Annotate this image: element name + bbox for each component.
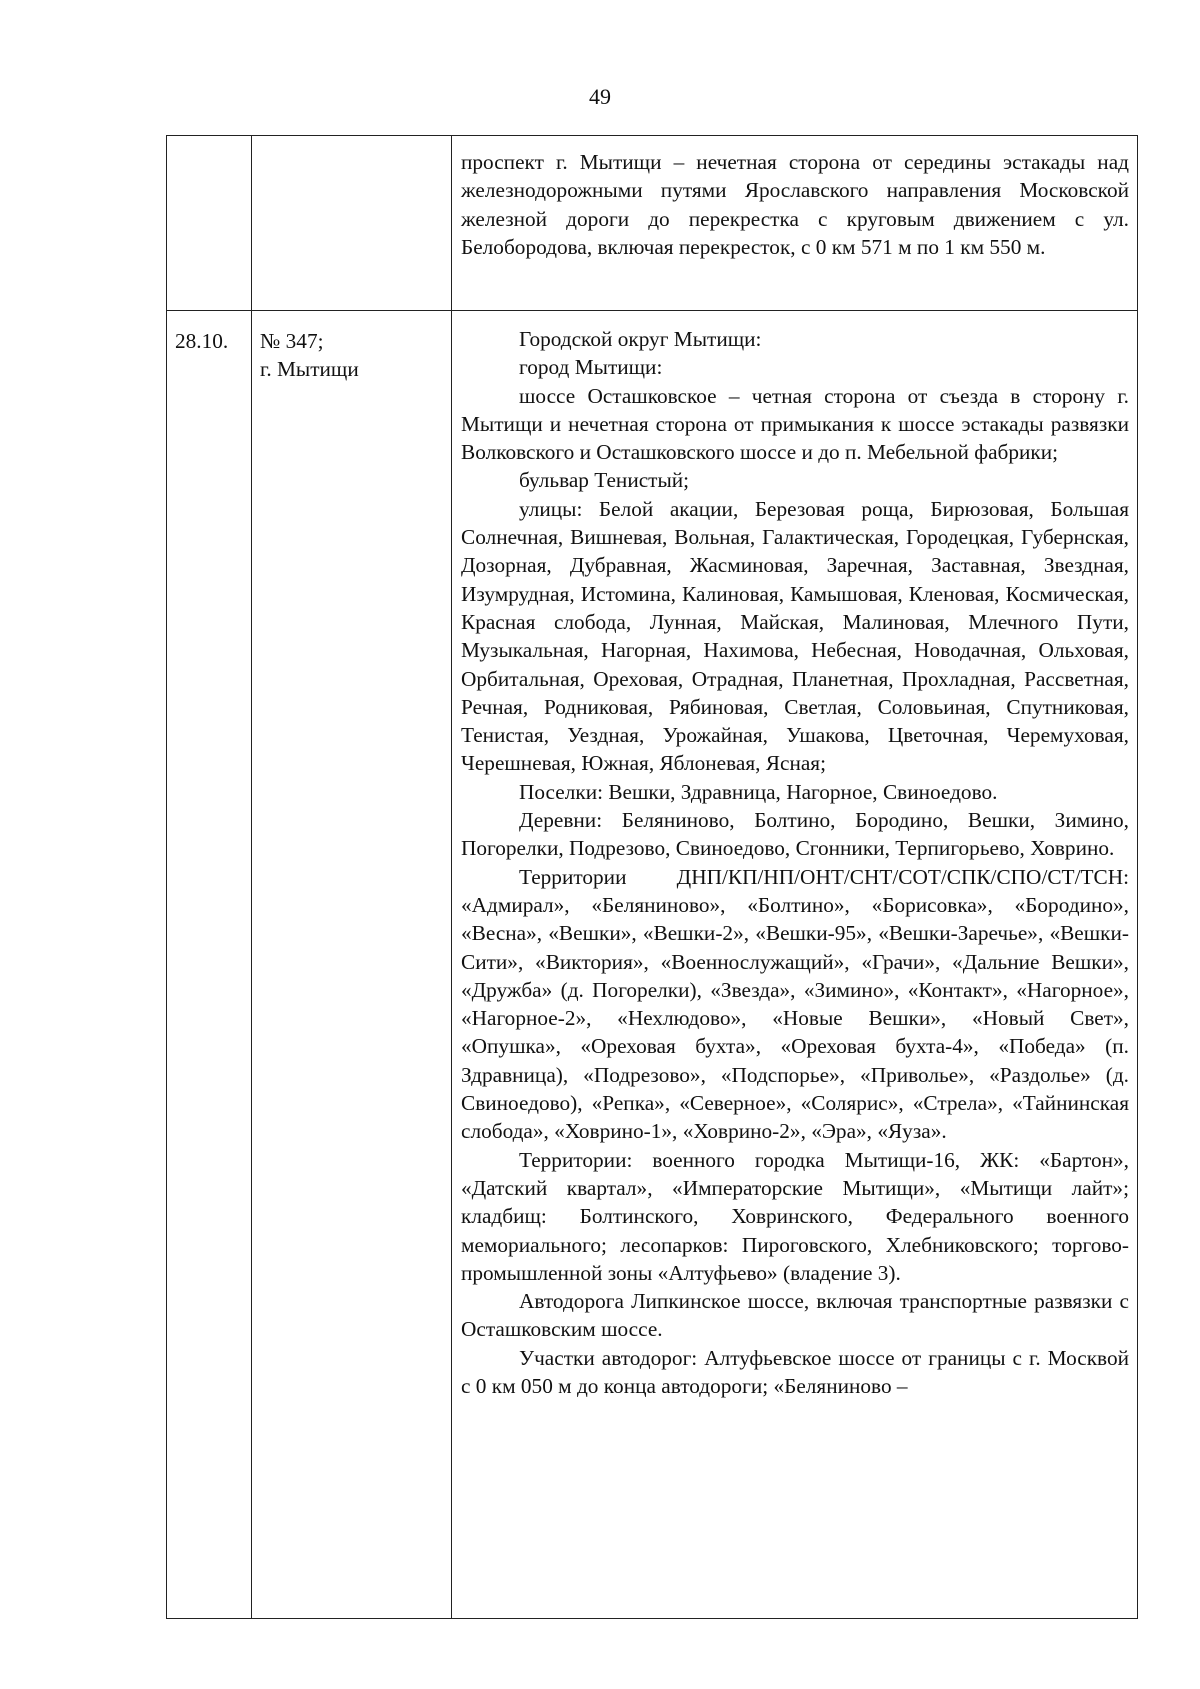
- number-cell: [252, 311, 452, 1619]
- paragraph: город Мытищи:: [519, 355, 663, 380]
- paragraph: улицы: Белой акации, Березовая роща, Бирюзовая, Большая Солнечная, Вишневая, Вольная, Галактическая, Городецкая, Губернская, Дозорная, Дубравная, Жасминовая, Заречная, Заставная, Звездная, Изумрудная, Истомина, Калиновая, Камышовая, Кленовая, Космическая, Красная слобода, Лунная, Майская, Малиновая, Млечного Пути, Музыкальная, Нагорная, Нахимова, Небесная, Новодачная, Ольховая, Орбитальная, Ореховая, Отрадная, Планетная, Прохладная, Рассветная, Речная, Родниковая, Рябиновая, Светлая, Соловьиная, Спутниковая, Тенистая, Уездная, Урожайная, Ушакова, Цветочная, Черемуховая, Черешневая, Южная, Яблоневая, Ясная;: [461, 496, 1129, 776]
- paragraph: бульвар Тенистый;: [519, 468, 690, 493]
- document-table: [166, 135, 1138, 1619]
- content-cell: [452, 311, 1138, 1619]
- table-row: [167, 311, 1138, 1619]
- city-name: г. Мытищи: [260, 357, 359, 382]
- table-row: [167, 136, 1138, 311]
- date-cell: [167, 136, 252, 311]
- paragraph: проспект г. Мытищи – нечетная сторона от середины эстакады над железнодорожными путями Ярославского направления Московской железной дороги до перекрестка с круговым движением с ул. Белобородова, включая перекресток, с 0 км 571 м по 1 км 550 м.: [461, 150, 1129, 259]
- document-number: № 347;: [260, 329, 324, 353]
- content-cell: [452, 136, 1138, 311]
- page-number: 49: [589, 84, 611, 109]
- paragraph: шоссе Осташковское – четная сторона от съезда в сторону г. Мытищи и нечетная сторона от примыкания к шоссе эстакады развязки Волковского и Осташковского шоссе и до п. Мебельной фабрики;: [461, 383, 1129, 465]
- paragraph: Автодорога Липкинское шоссе, включая транспортные развязки с Осташковским шоссе.: [461, 1289, 1129, 1342]
- number-cell: [252, 136, 452, 311]
- date-cell: 28.10.: [167, 311, 252, 1619]
- paragraph: Территории ДНП/КП/НП/ОНТ/СНТ/СОТ/СПК/СПО/СТ/ТСН: «Адмирал», «Беляниново», «Болтино», «Борисовка», «Бородино», «Весна», «Вешки», «Вешки-2», «Вешки-95», «Вешки-Заречье», «Вешки-Сити», «Виктория», «Военнослужащий», «Грачи», «Дальние Вешки», «Дружба» (д. Погорелки), «Звезда», «Зимино», «Контакт», «Нагорное», «Нагорное-2», «Нехлюдово», «Новые Вешки», «Новый Свет», «Опушка», «Ореховая бухта», «Ореховая бухта-4», «Победа» (п. Здравница), «Подрезово», «Подспорье», «Приволье», «Раздолье» (д. Свиноедово), «Репка», «Северное», «Солярис», «Стрела», «Тайнинская слобода», «Ховрино-1», «Ховрино-2», «Эра», «Яуза».: [461, 864, 1129, 1144]
- paragraph: Деревни: Беляниново, Болтино, Бородино, Вешки, Зимино, Погорелки, Подрезово, Свиноедово, Сгонники, Терпигорьево, Ховрино.: [461, 808, 1129, 861]
- paragraph: Поселки: Вешки, Здравница, Нагорное, Свиноедово.: [519, 779, 998, 804]
- paragraph: Участки автодорог: Алтуфьевское шоссе от границы с г. Москвой с 0 км 050 м до конца автодороги; «Беляниново –: [461, 1345, 1129, 1398]
- paragraph: Городской округ Мытищи:: [519, 327, 762, 351]
- paragraph: Территории: военного городка Мытищи-16, ЖК: «Бартон», «Датский квартал», «Императорские Мытищи», «Мытищи лайт»; кладбищ: Болтинского, Ховринского, Федерального военного мемориального; лесопарков: Пироговского, Хлебниковского; торгово-промышленной зоны «Алтуфьево» (владение 3).: [461, 1147, 1129, 1285]
